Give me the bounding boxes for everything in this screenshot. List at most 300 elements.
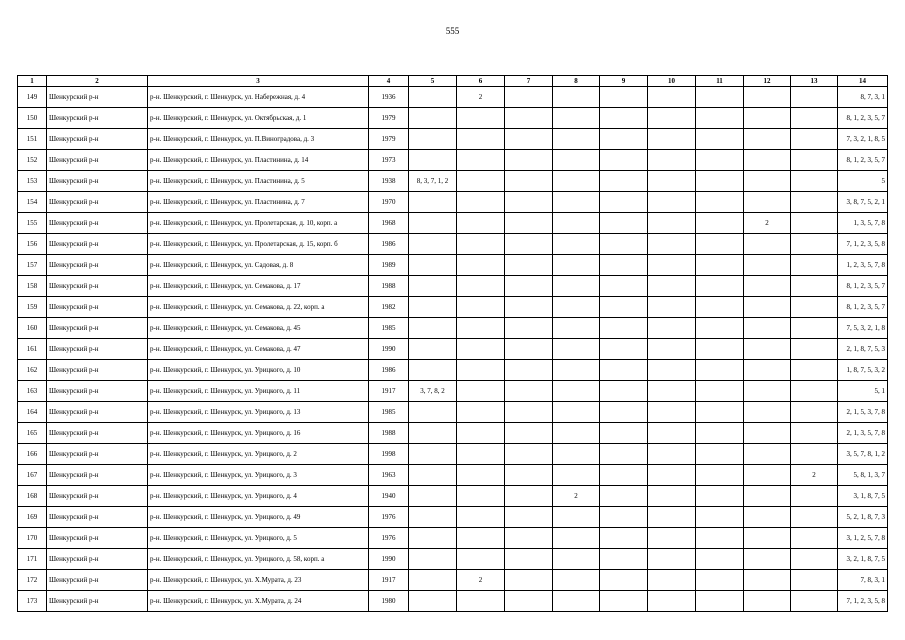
- table-cell: [696, 150, 744, 171]
- table-cell: [457, 507, 505, 528]
- table-cell: [791, 360, 838, 381]
- table-cell: [409, 486, 457, 507]
- table-cell: [409, 276, 457, 297]
- table-cell: [505, 108, 553, 129]
- table-cell: р-н. Шенкурский, г. Шенкурск, ул. Набережная, д. 4: [148, 87, 369, 108]
- table-row: [18, 276, 888, 297]
- table-cell: Шенкурский р-н: [47, 486, 148, 507]
- table-cell: 173: [18, 591, 47, 612]
- table-cell: [409, 423, 457, 444]
- table-cell: Шенкурский р-н: [47, 150, 148, 171]
- table-cell: [696, 486, 744, 507]
- table-cell: [505, 465, 553, 486]
- table-cell: Шенкурский р-н: [47, 255, 148, 276]
- column-header: 5: [409, 76, 457, 87]
- table-cell: 1973: [369, 150, 409, 171]
- table-cell: 8, 7, 3, 1: [838, 87, 888, 108]
- table-cell: [553, 549, 600, 570]
- table-cell: [553, 150, 600, 171]
- table-cell: 152: [18, 150, 47, 171]
- table-row: [18, 339, 888, 360]
- table-cell: [600, 129, 648, 150]
- table-cell: 1989: [369, 255, 409, 276]
- column-header: 12: [744, 76, 791, 87]
- table-cell: Шенкурский р-н: [47, 591, 148, 612]
- table-cell: р-н. Шенкурский, г. Шенкурск, ул. Урицкого, д. 49: [148, 507, 369, 528]
- table-cell: [600, 234, 648, 255]
- table-cell: Шенкурский р-н: [47, 192, 148, 213]
- table-cell: Шенкурский р-н: [47, 171, 148, 192]
- table-cell: [696, 444, 744, 465]
- table-cell: [409, 318, 457, 339]
- table-cell: [696, 591, 744, 612]
- table-cell: [553, 129, 600, 150]
- table-row: [18, 213, 888, 234]
- table-cell: 3, 7, 8, 2: [409, 381, 457, 402]
- table-cell: [409, 87, 457, 108]
- table-cell: 163: [18, 381, 47, 402]
- table-cell: [600, 465, 648, 486]
- table-cell: [791, 444, 838, 465]
- table-cell: Шенкурский р-н: [47, 108, 148, 129]
- table-cell: 1976: [369, 528, 409, 549]
- table-cell: Шенкурский р-н: [47, 423, 148, 444]
- table-cell: [553, 171, 600, 192]
- table-cell: 1936: [369, 87, 409, 108]
- table-cell: [457, 465, 505, 486]
- table-cell: [505, 444, 553, 465]
- table-cell: 1968: [369, 213, 409, 234]
- column-header: 4: [369, 76, 409, 87]
- table-cell: [744, 297, 791, 318]
- table-cell: [505, 234, 553, 255]
- table-cell: [791, 213, 838, 234]
- table-cell: Шенкурский р-н: [47, 507, 148, 528]
- table-cell: [648, 465, 696, 486]
- table-cell: [457, 381, 505, 402]
- table-cell: [457, 276, 505, 297]
- table-cell: [457, 444, 505, 465]
- table-cell: [600, 423, 648, 444]
- table-cell: [696, 465, 744, 486]
- table-cell: [505, 486, 553, 507]
- table-cell: [600, 507, 648, 528]
- table-cell: [791, 318, 838, 339]
- table-cell: [744, 465, 791, 486]
- table-cell: 5, 1: [838, 381, 888, 402]
- table-cell: Шенкурский р-н: [47, 129, 148, 150]
- table-cell: [505, 255, 553, 276]
- table-cell: [600, 486, 648, 507]
- table-cell: [505, 318, 553, 339]
- table-cell: [409, 255, 457, 276]
- table-cell: [648, 591, 696, 612]
- table-cell: [744, 570, 791, 591]
- table-cell: [600, 549, 648, 570]
- page-number: 555: [445, 26, 460, 36]
- table-cell: 5: [838, 171, 888, 192]
- table-cell: 160: [18, 318, 47, 339]
- table-cell: [600, 150, 648, 171]
- table-cell: 1, 2, 3, 5, 7, 8: [838, 255, 888, 276]
- table-cell: 171: [18, 549, 47, 570]
- table-cell: [505, 276, 553, 297]
- table-cell: [648, 213, 696, 234]
- column-header: 14: [838, 76, 888, 87]
- table-cell: 150: [18, 108, 47, 129]
- table-cell: [648, 549, 696, 570]
- table-cell: [696, 318, 744, 339]
- table-cell: 8, 1, 2, 3, 5, 7: [838, 297, 888, 318]
- table-cell: 149: [18, 87, 47, 108]
- table-cell: [696, 108, 744, 129]
- table-cell: [696, 129, 744, 150]
- table-cell: [648, 297, 696, 318]
- table-cell: [600, 87, 648, 108]
- table-cell: [648, 570, 696, 591]
- table-cell: [553, 360, 600, 381]
- table-cell: [696, 192, 744, 213]
- table-cell: [505, 150, 553, 171]
- table-cell: [791, 339, 838, 360]
- table-cell: [791, 87, 838, 108]
- table-cell: [744, 591, 791, 612]
- table-cell: [696, 276, 744, 297]
- table-cell: [553, 297, 600, 318]
- table-cell: [505, 402, 553, 423]
- table-cell: 1, 8, 7, 5, 3, 2: [838, 360, 888, 381]
- table-cell: р-н. Шенкурский, г. Шенкурск, ул. Пластинина, д. 5: [148, 171, 369, 192]
- table-cell: [791, 591, 838, 612]
- table-cell: [791, 549, 838, 570]
- table-cell: [744, 507, 791, 528]
- table-cell: р-н. Шенкурский, г. Шенкурск, ул. Пролетарская, д. 15, корп. б: [148, 234, 369, 255]
- table-cell: [553, 528, 600, 549]
- table-cell: [505, 381, 553, 402]
- table-cell: [600, 297, 648, 318]
- table-cell: 168: [18, 486, 47, 507]
- table-cell: 162: [18, 360, 47, 381]
- table-cell: [600, 444, 648, 465]
- table-cell: 7, 3, 2, 1, 8, 5: [838, 129, 888, 150]
- table-row: [18, 402, 888, 423]
- column-header: 11: [696, 76, 744, 87]
- table-cell: 155: [18, 213, 47, 234]
- table-cell: [791, 423, 838, 444]
- table-cell: [457, 591, 505, 612]
- table-cell: [505, 528, 553, 549]
- table-cell: [505, 549, 553, 570]
- table-cell: р-н. Шенкурский, г. Шенкурск, ул. Урицкого, д. 11: [148, 381, 369, 402]
- table-cell: 1998: [369, 444, 409, 465]
- table-cell: [791, 402, 838, 423]
- table-cell: [648, 108, 696, 129]
- table-cell: [744, 402, 791, 423]
- table-cell: [553, 402, 600, 423]
- table-cell: [791, 486, 838, 507]
- table-cell: 2, 1, 5, 3, 7, 8: [838, 402, 888, 423]
- table-cell: [457, 423, 505, 444]
- column-header: 10: [648, 76, 696, 87]
- table-cell: 8, 1, 2, 3, 5, 7: [838, 108, 888, 129]
- table-row: [18, 318, 888, 339]
- table-cell: [791, 234, 838, 255]
- table-cell: 1979: [369, 129, 409, 150]
- table-cell: [648, 276, 696, 297]
- table-cell: Шенкурский р-н: [47, 465, 148, 486]
- table-cell: [553, 234, 600, 255]
- table-cell: р-н. Шенкурский, г. Шенкурск, ул. Семакова, д. 47: [148, 339, 369, 360]
- table-cell: [505, 339, 553, 360]
- table-cell: 2, 1, 8, 7, 5, 3: [838, 339, 888, 360]
- table-cell: 1, 3, 5, 7, 8: [838, 213, 888, 234]
- table-cell: [648, 381, 696, 402]
- table-cell: [744, 318, 791, 339]
- table-row: [18, 234, 888, 255]
- table-cell: Шенкурский р-н: [47, 297, 148, 318]
- table-cell: 1985: [369, 318, 409, 339]
- table-cell: [744, 381, 791, 402]
- table-cell: [505, 297, 553, 318]
- table-cell: [648, 192, 696, 213]
- table-cell: 1986: [369, 360, 409, 381]
- table-cell: р-н. Шенкурский, г. Шенкурск, ул. Урицкого, д. 10: [148, 360, 369, 381]
- table-cell: [744, 150, 791, 171]
- table-cell: [696, 528, 744, 549]
- table-cell: р-н. Шенкурский, г. Шенкурск, ул. Садовая, д. 8: [148, 255, 369, 276]
- table-cell: [553, 213, 600, 234]
- table-cell: [553, 507, 600, 528]
- table-row: [18, 549, 888, 570]
- table-cell: [744, 192, 791, 213]
- table-cell: [696, 171, 744, 192]
- table-cell: 3, 2, 1, 8, 7, 5: [838, 549, 888, 570]
- table-cell: 1917: [369, 381, 409, 402]
- table-cell: [457, 255, 505, 276]
- table-row: [18, 360, 888, 381]
- table-row: [18, 507, 888, 528]
- table-cell: Шенкурский р-н: [47, 213, 148, 234]
- table-cell: 164: [18, 402, 47, 423]
- table-cell: 1988: [369, 276, 409, 297]
- table-cell: Шенкурский р-н: [47, 234, 148, 255]
- table-cell: 1988: [369, 423, 409, 444]
- column-header: 1: [18, 76, 47, 87]
- table-cell: 7, 1, 2, 3, 5, 8: [838, 591, 888, 612]
- table-row: [18, 465, 888, 486]
- table-cell: [553, 255, 600, 276]
- table-cell: [457, 339, 505, 360]
- table-cell: [744, 87, 791, 108]
- table-cell: [696, 507, 744, 528]
- table-cell: [648, 444, 696, 465]
- table-cell: [600, 276, 648, 297]
- table-cell: [696, 549, 744, 570]
- table-cell: 3, 1, 2, 5, 7, 8: [838, 528, 888, 549]
- table-cell: 1979: [369, 108, 409, 129]
- table-cell: 3, 8, 7, 5, 2, 1: [838, 192, 888, 213]
- table-cell: [553, 465, 600, 486]
- table-cell: 1938: [369, 171, 409, 192]
- column-header: 7: [505, 76, 553, 87]
- table-cell: [744, 444, 791, 465]
- table-cell: [791, 528, 838, 549]
- table-cell: 8, 1, 2, 3, 5, 7: [838, 276, 888, 297]
- table-cell: 2: [744, 213, 791, 234]
- table-row: [18, 591, 888, 612]
- table-cell: [553, 444, 600, 465]
- table-cell: [409, 108, 457, 129]
- table-cell: [744, 339, 791, 360]
- table-body: [18, 87, 888, 612]
- table-cell: [696, 255, 744, 276]
- table-cell: [744, 108, 791, 129]
- column-header: 3: [148, 76, 369, 87]
- table-cell: [600, 108, 648, 129]
- table-row: [18, 486, 888, 507]
- table-cell: [648, 507, 696, 528]
- table-cell: [600, 381, 648, 402]
- table-cell: [744, 276, 791, 297]
- table-cell: [505, 570, 553, 591]
- table-cell: р-н. Шенкурский, г. Шенкурск, ул. Урицкого, д. 4: [148, 486, 369, 507]
- table-row: [18, 381, 888, 402]
- table-cell: 1985: [369, 402, 409, 423]
- table-cell: 167: [18, 465, 47, 486]
- table-cell: Шенкурский р-н: [47, 87, 148, 108]
- table-cell: [409, 507, 457, 528]
- table-cell: [457, 129, 505, 150]
- table-cell: 154: [18, 192, 47, 213]
- table-row: [18, 192, 888, 213]
- table-cell: [791, 276, 838, 297]
- table-cell: 7, 1, 2, 3, 5, 8: [838, 234, 888, 255]
- table-cell: 1982: [369, 297, 409, 318]
- table-cell: Шенкурский р-н: [47, 570, 148, 591]
- table-row: [18, 129, 888, 150]
- table-cell: [553, 276, 600, 297]
- table-cell: 1986: [369, 234, 409, 255]
- table-cell: [409, 213, 457, 234]
- table-cell: [791, 108, 838, 129]
- table-cell: [696, 87, 744, 108]
- table-cell: [409, 234, 457, 255]
- table-cell: [457, 549, 505, 570]
- table-row: [18, 87, 888, 108]
- table-cell: [600, 255, 648, 276]
- table-cell: [457, 528, 505, 549]
- table-cell: 1980: [369, 591, 409, 612]
- table-cell: р-н. Шенкурский, г. Шенкурск, ул. Пластинина, д. 14: [148, 150, 369, 171]
- table-cell: [696, 234, 744, 255]
- table-cell: [600, 192, 648, 213]
- table-cell: 3, 5, 7, 8, 1, 2: [838, 444, 888, 465]
- table-cell: [600, 360, 648, 381]
- table-cell: [600, 528, 648, 549]
- table-cell: [457, 297, 505, 318]
- table-row: [18, 570, 888, 591]
- table-row: [18, 423, 888, 444]
- table-cell: р-н. Шенкурский, г. Шенкурск, ул. Пластинина, д. 7: [148, 192, 369, 213]
- table-cell: [457, 360, 505, 381]
- column-header: 13: [791, 76, 838, 87]
- table-cell: 2: [457, 570, 505, 591]
- table-cell: [553, 381, 600, 402]
- header-row: [18, 76, 888, 87]
- table-cell: [409, 192, 457, 213]
- table-cell: [648, 87, 696, 108]
- table-cell: 2: [457, 87, 505, 108]
- table-cell: [409, 465, 457, 486]
- housing-table: [17, 75, 888, 612]
- table-cell: 159: [18, 297, 47, 318]
- table-cell: [791, 507, 838, 528]
- table-cell: [648, 234, 696, 255]
- table-cell: [457, 192, 505, 213]
- table-cell: 151: [18, 129, 47, 150]
- table-cell: [600, 591, 648, 612]
- table-cell: [744, 549, 791, 570]
- table-cell: [648, 402, 696, 423]
- table-cell: [648, 171, 696, 192]
- table-cell: Шенкурский р-н: [47, 339, 148, 360]
- table-cell: [648, 339, 696, 360]
- table-cell: 5, 8, 1, 3, 7: [838, 465, 888, 486]
- table-cell: р-н. Шенкурский, г. Шенкурск, ул. Октябрьская, д. 1: [148, 108, 369, 129]
- table-cell: [696, 570, 744, 591]
- table-cell: [553, 318, 600, 339]
- table-cell: [648, 423, 696, 444]
- table-cell: [553, 570, 600, 591]
- table-cell: [696, 297, 744, 318]
- table-cell: [600, 570, 648, 591]
- table-cell: [505, 171, 553, 192]
- table-cell: 1917: [369, 570, 409, 591]
- table-cell: 170: [18, 528, 47, 549]
- table-cell: [696, 423, 744, 444]
- table-cell: [457, 486, 505, 507]
- table-cell: 2, 1, 3, 5, 7, 8: [838, 423, 888, 444]
- table-row: [18, 528, 888, 549]
- table-cell: [553, 339, 600, 360]
- table-cell: Шенкурский р-н: [47, 549, 148, 570]
- table-cell: [409, 549, 457, 570]
- table-cell: 1990: [369, 549, 409, 570]
- table-cell: р-н. Шенкурский, г. Шенкурск, ул. Урицкого, д. 2: [148, 444, 369, 465]
- table-cell: [505, 87, 553, 108]
- table-cell: 157: [18, 255, 47, 276]
- table-cell: [553, 108, 600, 129]
- table-cell: [457, 213, 505, 234]
- table-cell: [505, 129, 553, 150]
- table-cell: [505, 213, 553, 234]
- table-cell: [648, 528, 696, 549]
- table-cell: [744, 486, 791, 507]
- table-cell: 7, 5, 3, 2, 1, 8: [838, 318, 888, 339]
- table-cell: [600, 339, 648, 360]
- table-cell: [600, 171, 648, 192]
- table-cell: [696, 360, 744, 381]
- table-cell: 3, 1, 8, 7, 5: [838, 486, 888, 507]
- table-cell: 5, 2, 1, 8, 7, 3: [838, 507, 888, 528]
- table-cell: [696, 339, 744, 360]
- table-cell: [696, 213, 744, 234]
- table-cell: [457, 318, 505, 339]
- table-cell: [409, 591, 457, 612]
- table-cell: [744, 423, 791, 444]
- table-cell: Шенкурский р-н: [47, 318, 148, 339]
- table-cell: [409, 360, 457, 381]
